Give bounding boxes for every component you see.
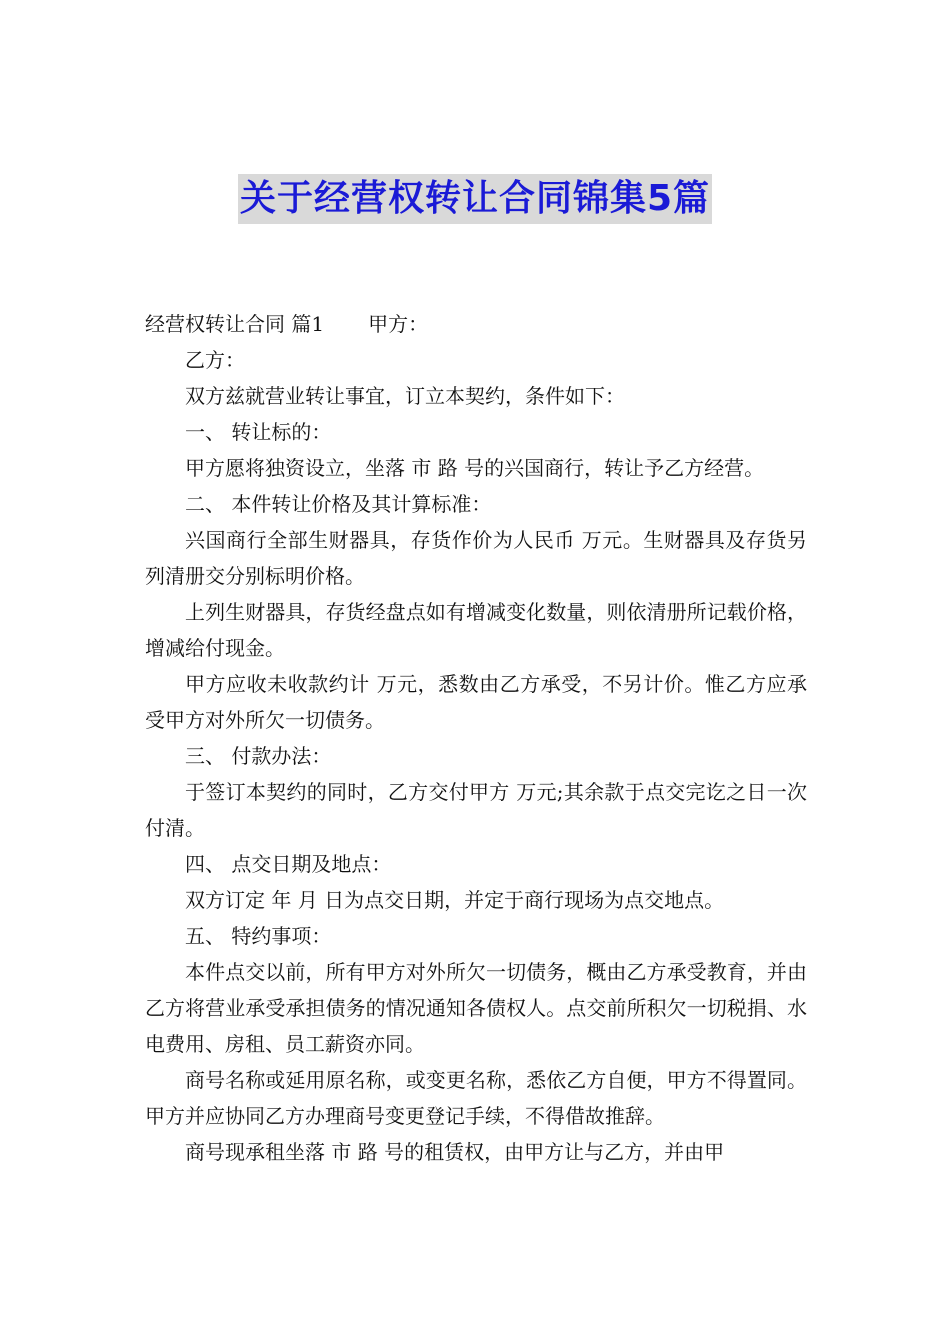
document-title: 关于经营权转让合同锦集5篇 [238, 174, 712, 224]
paragraph: 于签订本契约的同时，乙方交付甲方 万元;其余款于点交完讫之日一次付清。 [145, 780, 807, 840]
document-body [145, 306, 807, 1170]
paragraph: 乙方： [185, 348, 245, 372]
paragraph: 一、 转让标的： [185, 420, 332, 444]
paragraph: 双方订定 年 月 日为点交日期，并定于商行现场为点交地点。 [185, 888, 725, 912]
paragraph: 兴国商行全部生财器具，存货作价为人民币 万元。生财器具及存货另列清册交分别标明价格。 [145, 528, 807, 588]
paragraph: 三、 付款办法： [185, 744, 332, 768]
paragraph: 双方兹就营业转让事宜，订立本契约，条件如下： [185, 384, 625, 408]
paragraph: 商号名称或延用原名称，或变更名称，悉依乙方自便，甲方不得置同。甲方并应协同乙方办理商号变更登记手续，不得借故推辞。 [145, 1068, 807, 1128]
paragraph: 四、 点交日期及地点： [185, 852, 392, 876]
paragraph: 本件点交以前，所有甲方对外所欠一切债务，概由乙方承受教育，并由乙方将营业承受承担债务的情况通知各债权人。点交前所积欠一切税捐、水电费用、房租、员工薪资亦同。 [145, 960, 807, 1056]
lead-line [145, 306, 807, 342]
paragraph: 商号现承租坐落 市 路 号的租赁权，由甲方让与乙方，并由甲 [185, 1140, 725, 1164]
paragraph: 上列生财器具，存货经盘点如有增减变化数量，则依清册所记载价格，增减给付现金。 [145, 600, 807, 660]
party-a-label: 甲方： [368, 312, 429, 336]
section-heading: 经营权转让合同 篇1 [145, 312, 325, 336]
paragraph: 甲方愿将独资设立，坐落 市 路 号的兴国商行，转让予乙方经营。 [185, 456, 765, 480]
paragraph: 二、 本件转让价格及其计算标准： [185, 492, 492, 516]
paragraph: 五、 特约事项： [185, 924, 332, 948]
title-container [0, 174, 950, 224]
paragraph: 甲方应收未收款约计 万元，悉数由乙方承受，不另计价。惟乙方应承受甲方对外所欠一切债务。 [145, 672, 807, 732]
